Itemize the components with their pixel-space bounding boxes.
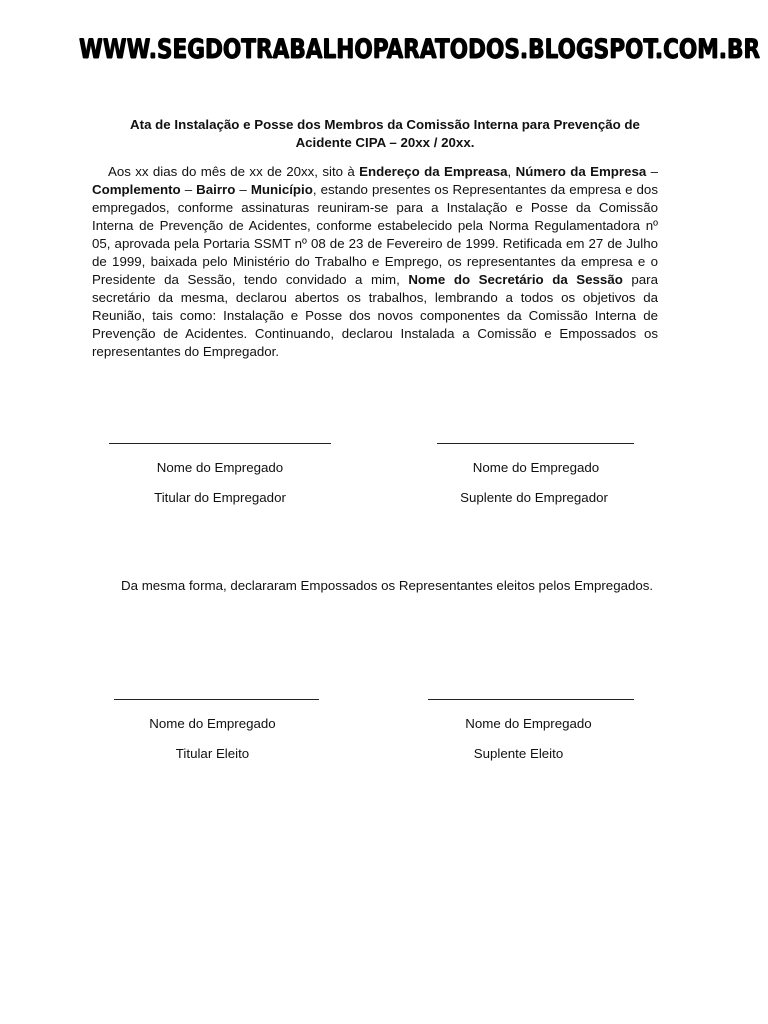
secretary-name-field: Nome do Secretário da Sessão [408, 272, 623, 287]
opening-paragraph [92, 163, 658, 361]
paragraph-text: , [507, 164, 516, 179]
company-address-field: Endereço da Empreasa [359, 164, 508, 179]
complement-field: Complemento [92, 182, 181, 197]
city-field: Município [250, 182, 313, 197]
company-number-field: Número da Empresa [515, 164, 647, 179]
title-line-1: Ata de Instalação e Posse dos Membros da Comissão Interna para Prevenção de [130, 117, 640, 132]
paragraph-text: para secretário da mesma, declarou abertos os trabalhos, lembrando a todos os objetivos da Reunião, tais como: Instalação e Posse dos novos componentes da Comissão Interna de Prevenção de Acidentes. Continuando, declarou Instalada a Comissão e Empossados os representantes do Empregador. [92, 272, 659, 359]
employee-suplente-name: Nome do Empregado [465, 716, 592, 731]
signature-line-employer-titular [109, 443, 331, 444]
employer-suplente-name: Nome do Empregado [472, 460, 600, 475]
paragraph-text: – [180, 182, 197, 197]
signature-line-employee-suplente [428, 699, 634, 700]
employees-paragraph [109, 577, 658, 595]
employee-titular-role: Titular Eleito [175, 746, 250, 761]
signature-line-employee-titular [114, 699, 319, 700]
paragraph-text: – [235, 182, 251, 197]
employee-titular-name: Nome do Empregado [149, 716, 276, 731]
employer-suplente-role: Suplente do Empregador [460, 490, 608, 505]
document-title [92, 116, 678, 152]
employer-titular-role: Titular do Empregador [154, 490, 286, 505]
signature-line-employer-suplente [437, 443, 634, 444]
paragraph-text: – [646, 164, 658, 179]
title-line-2: Acidente CIPA – 20xx / 20xx. [295, 135, 475, 150]
paragraph-text: , estando presentes os Representantes da empresa e dos empregados, conforme assinaturas reuniram-se para a Instalação e Posse da Comissão Interna de Prevenção de Acidentes, conforme estabelecido pela Norma Regulamentadora nº 05, aprovada pela Portaria SSMT nº 08 de 23 de Fevereiro de 1999. Retificada em 27 de Julho de 1999, baixada pelo Ministério do Trabalho e Emprego, os representantes da empresa e o Presidente da Sessão, tendo convidado a mim, [92, 182, 658, 287]
paragraph-text: Aos xx dias do mês de xx de 20xx, sito à [108, 164, 360, 179]
employer-titular-name: Nome do Empregado [156, 460, 284, 475]
site-url-header: WWW.SEGDOTRABALHOPARATODOS.BLOGSPOT.COM.BR [79, 34, 761, 65]
district-field: Bairro [196, 182, 236, 197]
paragraph-text: Da mesma forma, declararam Empossados os Representantes eleitos pelos Empregados. [121, 578, 654, 593]
employee-suplente-role: Suplente Eleito [473, 746, 564, 761]
